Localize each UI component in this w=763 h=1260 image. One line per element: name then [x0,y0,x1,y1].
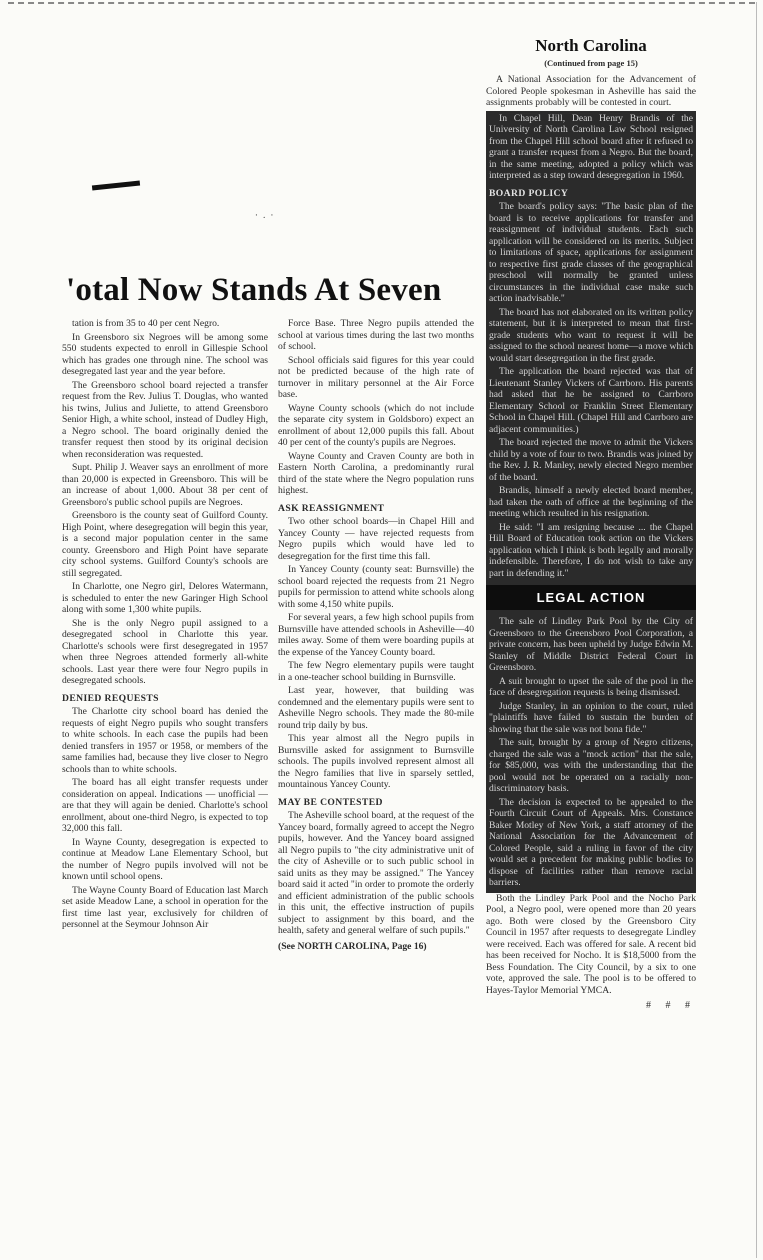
paragraph: The Charlotte city school board has denied the requests of eight Negro pupils who sought transfers to white schools. In each case the pupils had been denied transfers in 1957 or 1958, or members of the same families had, because they live closer to Negro schools than to white schools. [62,706,268,775]
paragraph: Force Base. Three Negro pupils attended the school at various times during the last two months of school. [278,318,474,352]
ink-mark [92,181,140,191]
paragraph: Last year, however, that building was condemned and the elementary pupils were sent to Asheville Negro schools. They made the 80-mile round trip daily by bus. [278,685,474,731]
paragraph: The Asheville school board, at the request of the Yancey board, formally agreed to accept the Negro pupils, however. And the Yancey board assigned all Negro pupils to "the city administrative unit of the city of Asheville or to such public school in said units as they may be assigned." The Yancey board said it acted "in order to promote the orderly and efficient administration of the public schools in this unit, the effective instruction of pupils subject to assignment by this board, and the health, safety and general welfare of such pupils." [278,810,474,936]
article-headline: 'otal Now Stands At Seven [66,272,442,308]
paragraph: The Wayne County Board of Education last March set aside Meadow Lane, a school in operation for the first time last year, exclusively for children of personnel at the Seymour Johnson Air [62,884,268,930]
paragraph: The board's policy says: "The basic plan of the board is to receive applications for transfer and reassignment of individual students. Each such application will be considered on its merits. Subject to limitations of space, applications for assignment to respective first grade classes of the geographical preschool will normally be granted unless circumstances in the individual case make such action inadvisable." [489,201,693,304]
paragraph: Supt. Philip J. Weaver says an enrollment of more than 20,000 is expected in Greensboro. This will be an increase of about 1,000. About 38 per cent of Greensboro's public school pupils are Negroes. [62,462,268,508]
paragraph: The few Negro elementary pupils were taught in a one-teacher school building in Burnsville. [278,660,474,683]
paragraph: The board rejected the move to admit the Vickers child by a vote of four to two. Brandis was joined by the Rev. J. R. Manley, newly elected Negro member of the board. [489,437,693,483]
paragraph: This year almost all the Negro pupils in Burnsville asked for assignment to Burnsville schools. The pupils involved represent almost all the Negro families that live in sparsely settled, mountainous Yancey County. [278,733,474,790]
paragraph: A suit brought to upset the sale of the pool in the face of desegregation requests is being dismissed. [489,675,693,698]
paragraph: tation is from 35 to 40 per cent Negro. [72,318,220,329]
subhead-may-be-contested: MAY BE CONTESTED [278,796,383,808]
state-heading: North Carolina [535,36,647,55]
continued-from: (Continued from page 15) [544,58,638,68]
darkened-print-block [486,111,696,893]
paragraph: Brandis, himself a newly elected board member, had taken the oath of office at the beginning of the meeting which resulted in his resignation. [489,485,693,519]
legal-action-banner: LEGAL ACTION [486,585,696,610]
paragraph: He said: "I am resigning because ... the Chapel Hill Board of Education took action on the Vickers application which I think is both legally and morally indefensible. Therefore, I do not wish to take any part in defending it." [489,521,693,579]
paragraph: The suit, brought by a group of Negro citizens, charged the sale was a "mock action" that the sale, for $85,000, was with the understanding that the pool would not be operated on a racially non-discriminatory basis. [489,737,693,794]
paragraph: In Yancey County (county seat: Burnsville) the school board rejected the requests from 21 Negro pupils for permission to attend white schools along with some 4,150 white pupils. [278,564,474,610]
paragraph: School officials said figures for this year could not be predicted because of the high rate of turnover in military personnel at the Air Force base. [278,354,474,400]
right-page-edge [756,2,757,1258]
paragraph: The Greensboro school board rejected a transfer request from the Rev. Julius T. Douglas, who wanted his twins, Julius and Juliette, to attend Greensboro Senior High, a white school, instead of Dudley High, a Negro school. The board originally denied the transfer request then stood by its original decision when reconsideration was requested. [62,379,268,460]
paragraph: She is the only Negro pupil assigned to a desegregated school in Charlotte this year. Charlotte's schools were first desegregated in 1957 when three Negroes attended formerly all-white schools. Last year there were four Negro pupils in desegregated schools. [62,617,268,686]
continued-reference: (See NORTH CAROLINA, Page 16) [278,940,427,952]
ink-speck: · . · [255,211,275,221]
paragraph: Both the Lindley Park Pool and the Nocho Park Pool, a Negro pool, were opened more than 20 years ago. Both were closed by the Greensboro City Council in 1957 after requests to desegregate Lindley were received. Each was offered for sale. A recent bid has been received for Nocho. It is $18,5000 from the Bess Foundation. The City Council, by a six to one vote, approved the sale. The pool is to be offered to Hayes-Taylor Memorial YMCA. [486,892,696,996]
right-column [486,34,696,1249]
paragraph: Greensboro is the county seat of Guilford County. High Point, where desegregation will begin this year, is a second major population center in the same county. Greensboro and High Point have separate city school systems. Guilford County's schools are still segregated. [62,510,268,579]
subhead-ask-reassignment: ASK REASSIGNMENT [278,502,385,514]
paragraph: Judge Stanley, in an opinion to the court, ruled "plaintiffs have failed to sustain the burden of showing that the sale was not bona fide." [489,700,693,735]
paragraph: A National Association for the Advancement of Colored People spokesman in Asheville has said the assignments probably will be contested in court. [486,74,696,108]
paragraph: The board has not elaborated on its written policy statement, but it is interpreted to mean that first-grade students who want to request it will be assigned to the school nearest home—a move which would start desegregation in the first grade. [489,306,693,364]
paragraph: In Chapel Hill, Dean Henry Brandis of the University of North Carolina Law School resigned from the Chapel Hill school board after it refused to grant a transfer request from a Negro. But the board, in the same meeting, adopted a policy which was interpreted as a step toward desegregation in 1960. [489,112,693,181]
paragraph: Wayne County and Craven County are both in Eastern North Carolina, a predominantly rural third of the state where the Negro population runs highest. [278,450,474,496]
paragraph: In Wayne County, desegregation is expected to continue at Meadow Lane Elementary School, but the number of Negro pupils involved will not be known until school opens. [62,836,268,882]
paragraph: In Charlotte, one Negro girl, Delores Watermann, is scheduled to enter the new Garinger High School along with some 1,300 white pupils. [62,581,268,615]
subhead-board-policy: BOARD POLICY [489,187,569,199]
end-mark: # # # [646,1000,696,1011]
top-dashed-rule [8,2,755,4]
paragraph: The sale of Lindley Park Pool by the City of Greensboro to the Greensboro Pool Corporation, a private concern, has been upheld by Judge Edwin M. Stanley of Middle District Federal Court in Greensboro. [489,616,693,673]
paragraph: The board has all eight transfer requests under consideration on appeal. Indications — unofficial — are that they will again be denied. Charlotte's school enrollment, about one-third Negro, is expected to top 32,000 this fall. [62,777,268,834]
middle-column [278,318,474,1108]
paragraph: The decision is expected to be appealed to the Fourth Circuit Court of Appeals. Mrs. Constance Baker Motley of New York, a staff attorney of the National Association for the Advancement of Colored People, said a ruling in favor of the city would set a precedent for making public bodies to dispose of facilities rather than remove racial barriers. [489,796,693,888]
subhead-denied-requests: DENIED REQUESTS [62,692,159,704]
paragraph: The application the board rejected was that of Lieutenant Stanley Vickers of Carrboro. His parents had asked that he be assigned to Carrboro Elementary School or Franklin Street Elementary School in Chapel Hill. (Chapel Hill and Carrboro are adjacent communities.) [489,366,693,435]
paragraph: In Greensboro six Negroes will be among some 550 students expected to enroll in Gillespie School which has grades one through nine. The school was desegregated last year and the year before. [62,331,268,377]
left-column [62,318,268,1098]
paragraph: Two other school boards—in Chapel Hill and Yancey County — have rejected requests from Negro pupils which would have led to desegregation for the first time this fall. [278,516,474,562]
paragraph: Wayne County schools (which do not include the separate city system in Goldsboro) expect an enrollment of about 12,000 pupils this fall. About 40 per cent of the county's pupils are Negroes. [278,402,474,448]
paragraph: For several years, a few high school pupils from Burnsville have attended schools in Asheville—40 miles away. Some of them were boarding pupils at the expense of the Yancey County board. [278,612,474,658]
